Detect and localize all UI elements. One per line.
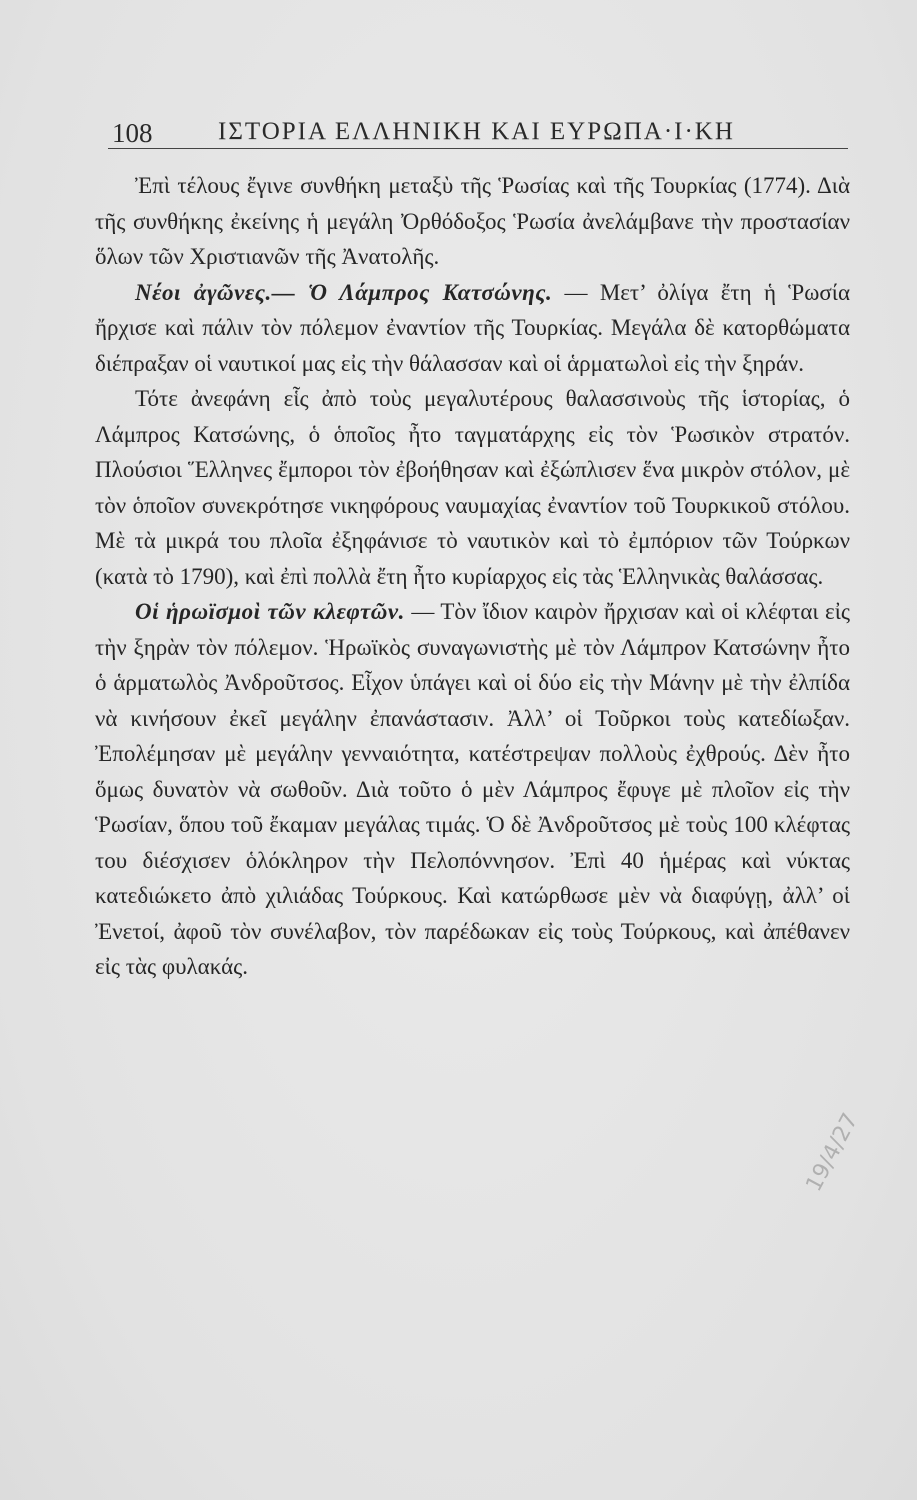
page-header bbox=[112, 118, 842, 152]
paragraph bbox=[95, 594, 850, 985]
paragraph-text: Ἐπὶ τέλους ἔγινε συνθήκη μεταξὺ τῆς Ῥωσίας καὶ τῆς Τουρκίας (1774). Διὰ τῆς συνθήκης ἐκείνης ἡ μεγάλη Ὀρθόδοξος Ῥωσία ἀνελάμβανε τὴν προστασίαν ὅλων τῶν Χριστιανῶν τῆς Ἀνατολῆς. bbox=[95, 173, 850, 269]
paragraph-text: — Μετ’ ὀλίγα ἔτη ἡ Ῥωσία ἤρχισε καὶ πάλιν τὸν πόλεμον ἐναντίον τῆς Τουρκίας. Μεγάλα δὲ κατορθώματα διέπραξαν οἱ ναυτικοί μας εἰς τὴν θάλασσαν καὶ οἱ ἁρματωλοὶ εἰς τὴν ξηράν. bbox=[95, 279, 850, 376]
paragraph-text: — Τὸν ἴδιον καιρὸν ἤρχισαν καὶ οἱ κλέφται εἰς τὴν ξηρὰν τὸν πόλεμον. Ἡρωϊκὸς συναγωνιστὴς μὲ τὸν Λάμπρον Κατσώνην ἦτο ὁ ἁρματωλὸς Ἀνδροῦτσος. Εἶχον ὑπάγει καὶ οἱ δύο εἰς τὴν Μάνην μὲ τὴν ἐλπίδα νὰ κινήσουν ἐκεῖ μεγάλην ἐπανάστασιν. Ἀλλ’ οἱ Τοῦρκοι τοὺς κατεδίωξαν. Ἐπολέμησαν μὲ μεγάλην γενναιότητα, κατέστρεψαν πολλοὺς ἐχθρούς. Δὲν ἦτο ὅμως δυνατὸν νὰ σωθοῦν. Διὰ τοῦτο ὁ μὲν Λάμπρος ἔφυγε μὲ πλοῖον εἰς τὴν Ῥωσίαν, ὅπου τοῦ ἔκαμαν μεγάλας τιμάς. Ὁ δὲ Ἀνδροῦτσος μὲ τοὺς 100 κλέφτας του διέσχισεν ὁλόκληρον τὴν Πελοπόννησον. Ἐπὶ 40 ἡμέρας καὶ νύκτας κατεδιώκετο ἀπὸ χιλιάδας Τούρκους. Καὶ κατώρθωσε μὲν νὰ διαφύγῃ, ἀλλ’ οἱ Ἐνετοί, ἀφοῦ τὸν συνέλαβον, τὸν παρέδωκαν εἰς τοὺς Τούρκους, καὶ ἀπέθανεν εἰς τὰς φυλακάς. bbox=[95, 599, 850, 979]
paragraph bbox=[95, 275, 850, 382]
running-title: ΙΣΤΟΡΙΑ ΕΛΛΗΝΙΚΗ ΚΑΙ ΕΥΡΩΠΑ·Ι·ΚΗ bbox=[218, 118, 735, 145]
paragraph bbox=[95, 168, 850, 275]
paragraph-text: Τότε ἀνεφάνη εἷς ἀπὸ τοὺς μεγαλυτέρους θαλασσινοὺς τῆς ἱστορίας, ὁ Λάμπρος Κατσώνης, ὁ ὁποῖος ἦτο ταγματάρχης εἰς τὸν Ῥωσικὸν στρατόν. Πλούσιοι Ἕλληνες ἔμποροι τὸν ἐβοήθησαν καὶ ἐξώπλισεν ἕνα μικρὸν στόλον, μὲ τὸν ὁποῖον συνεκρότησε νικηφόρους ναυμαχίας ἐναντίον τοῦ Τουρκικοῦ στόλου. Μὲ τὰ μικρά του πλοῖα ἐξηφάνισε τὸ ναυτικὸν καὶ τὸ ἐμπόριον τῶν Τούρκων (κατὰ τὸ 1790), καὶ ἐπὶ πολλὰ ἔτη ἦτο κυρίαρχος εἰς τὰς Ἑλληνικὰς θαλάσσας. bbox=[95, 386, 850, 589]
section-heading: Νέοι ἀγῶνες.— Ὁ Λάμπρος Κατσώνης. bbox=[135, 279, 553, 305]
handwritten-date: 19/4/27 bbox=[801, 1109, 864, 1196]
header-rule bbox=[108, 148, 848, 149]
body-text bbox=[95, 168, 850, 985]
paragraph bbox=[95, 381, 850, 594]
section-heading: Οἱ ἡρωϊσμοὶ τῶν κλεφτῶν. bbox=[135, 599, 405, 624]
page-number: 108 bbox=[112, 118, 153, 148]
